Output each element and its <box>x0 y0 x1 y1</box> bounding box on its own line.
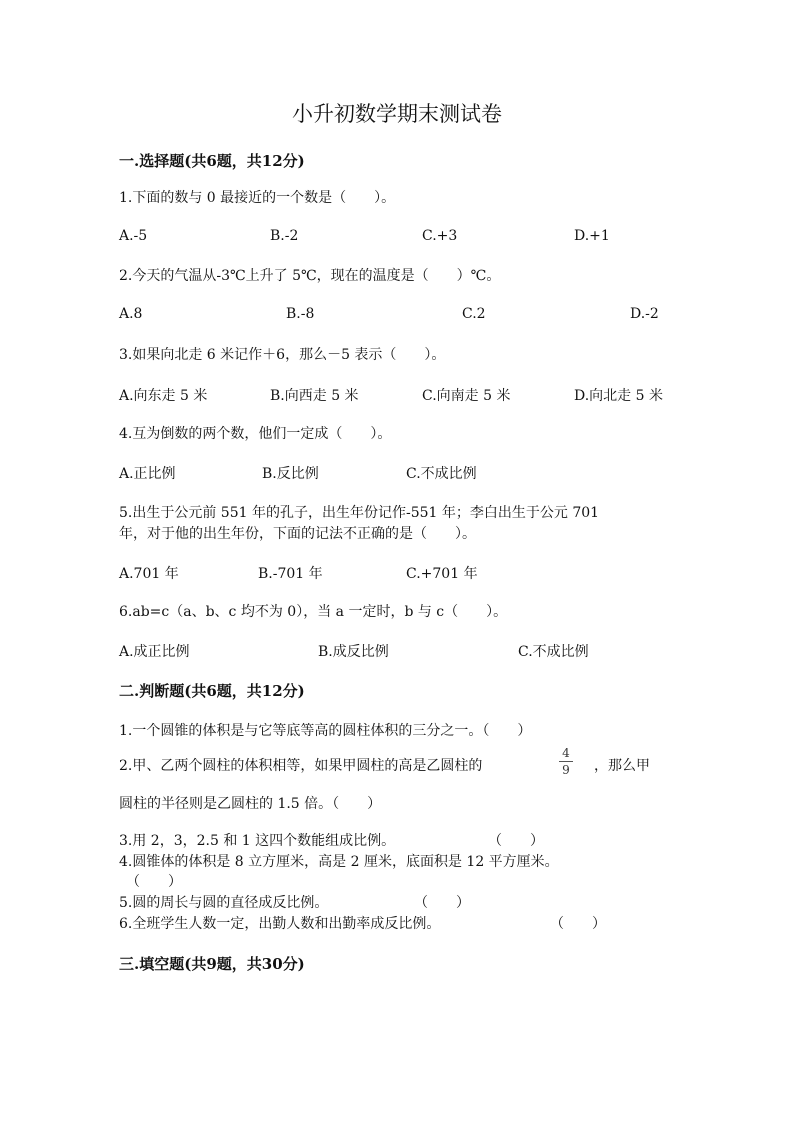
page-title: 小升初数学期末测试卷 <box>292 102 502 126</box>
choice-1-option-b: B.-2 <box>270 228 299 244</box>
choice-6-option-b: B.成反比例 <box>318 644 389 660</box>
choice-question-4: 4.互为倒数的两个数，他们一定成（ ）。 <box>119 426 392 442</box>
choice-3-option-a: A.向东走 5 米 <box>119 388 208 404</box>
section-heading-choice: 一.选择题(共6题，共12分) <box>119 152 305 170</box>
choice-1-option-d: D.+1 <box>574 228 610 244</box>
judge-question-3: 3.用 2，3，2.5 和 1 这四个数能组成比例。 <box>119 833 396 849</box>
section-heading-fill: 三.填空题(共9题，共30分) <box>119 955 305 973</box>
judge-3-answer-paren: （ ） <box>488 833 544 849</box>
choice-4-option-a: A.正比例 <box>119 466 176 482</box>
choice-3-option-d: D.向北走 5 米 <box>574 388 663 404</box>
judge-question-6: 6.全班学生人数一定，出勤人数和出勤率成反比例。 <box>119 916 441 932</box>
choice-2-option-d: D.-2 <box>630 306 659 322</box>
fraction-numerator: 4 <box>562 746 570 760</box>
judge-4-answer-paren: （ ） <box>126 874 182 890</box>
choice-6-option-c: C.不成比例 <box>518 644 589 660</box>
choice-3-option-b: B.向西走 5 米 <box>270 388 359 404</box>
judge-6-answer-paren: （ ） <box>550 916 606 932</box>
judge-question-1: 1.一个圆锥的体积是与它等底等高的圆柱体积的三分之一。（ ） <box>119 723 532 739</box>
choice-4-option-b: B.反比例 <box>262 466 319 482</box>
fraction-four-ninths <box>559 746 573 777</box>
fraction-denominator: 9 <box>562 763 570 777</box>
choice-question-2: 2.今天的气温从-3℃上升了 5℃，现在的温度是（ ）℃。 <box>119 268 501 284</box>
judge-question-2-line2: 圆柱的半径则是乙圆柱的 1.5 倍。（ ） <box>119 796 382 812</box>
judge-question-5: 5.圆的周长与圆的直径成反比例。 <box>119 895 329 911</box>
choice-question-3: 3.如果向北走 6 米记作＋6，那么－5 表示（ ）。 <box>119 347 446 363</box>
choice-question-1: 1.下面的数与 0 最接近的一个数是（ ）。 <box>119 190 396 206</box>
choice-2-option-b: B.-8 <box>286 306 315 322</box>
choice-5-option-b: B.-701 年 <box>258 566 323 582</box>
choice-question-5-line2: 年，对于他的出生年份，下面的记法不正确的是（ ）。 <box>119 526 476 542</box>
choice-5-option-a: A.701 年 <box>119 566 179 582</box>
judge-5-answer-paren: （ ） <box>414 895 470 911</box>
choice-2-option-c: C.2 <box>462 306 486 322</box>
choice-5-option-c: C.+701 年 <box>406 566 478 582</box>
judge-question-2-part-b: ，那么甲 <box>594 758 650 774</box>
choice-question-6: 6.ab=c（a、b、c 均不为 0），当 a 一定时，b 与 c（ ）。 <box>119 604 508 620</box>
fraction-bar <box>559 761 573 762</box>
judge-question-2-part-a: 2.甲、乙两个圆柱的体积相等，如果甲圆柱的高是乙圆柱的 <box>119 758 483 774</box>
choice-3-option-c: C.向南走 5 米 <box>422 388 511 404</box>
choice-6-option-a: A.成正比例 <box>119 644 190 660</box>
judge-question-4: 4.圆锥体的体积是 8 立方厘米，高是 2 厘米，底面积是 12 平方厘米。 <box>119 854 559 870</box>
choice-4-option-c: C.不成比例 <box>406 466 477 482</box>
choice-1-option-c: C.+3 <box>422 228 458 244</box>
section-heading-judge: 二.判断题(共6题，共12分) <box>119 682 305 700</box>
choice-1-option-a: A.-5 <box>119 228 148 244</box>
choice-2-option-a: A.8 <box>119 306 143 322</box>
choice-question-5-line1: 5.出生于公元前 551 年的孔子，出生年份记作-551 年；李白出生于公元 701 <box>119 505 600 521</box>
